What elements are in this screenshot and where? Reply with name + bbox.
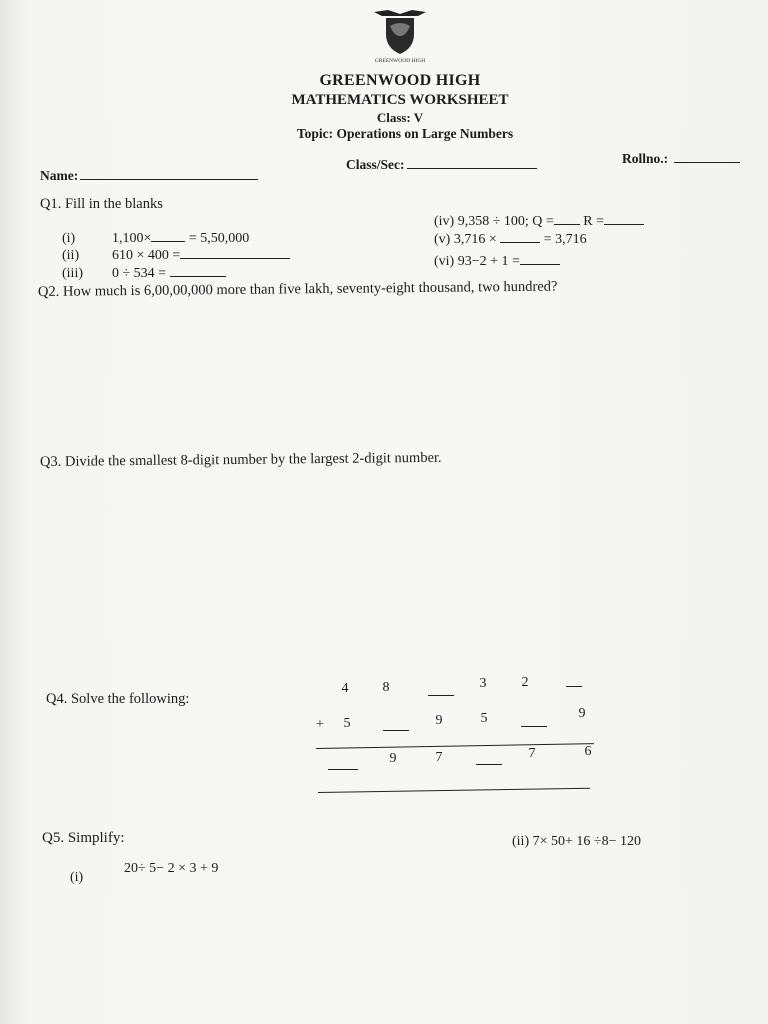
q1-iii-blank[interactable] xyxy=(170,275,226,277)
q4-row2-digit: 9 xyxy=(435,713,443,728)
roll-no-label: Rollno.: xyxy=(622,151,669,166)
topic-label: Topic: Operations on Large Numbers xyxy=(296,126,514,141)
q4-sum-line-bottom xyxy=(318,788,590,793)
q4-row2-digit: 5 xyxy=(343,716,351,731)
q4-row1-digit: 2 xyxy=(521,675,529,690)
q4-row2-digit: 5 xyxy=(480,711,488,726)
class-label: Class: V xyxy=(376,110,424,125)
roll-no-field[interactable] xyxy=(622,151,740,167)
q4-row3-digit: 7 xyxy=(528,746,536,761)
q4-row3-blank[interactable] xyxy=(328,769,358,770)
q1-item-v: (v) 3,716 × = 3,716 xyxy=(434,232,587,247)
class-sec-label: Class/Sec: xyxy=(346,157,405,172)
q4-row3-digit: 9 xyxy=(389,751,397,766)
q5-item-ii-expr: (ii) 7× 50+ 16 ÷8− 120 xyxy=(512,834,641,849)
q1-item-ii: (ii) 610 × 400 = xyxy=(62,248,290,264)
q4-row1-digit: 3 xyxy=(479,676,487,691)
q4-row3-digit: 6 xyxy=(584,744,592,759)
q4-row1-blank[interactable] xyxy=(428,695,454,696)
school-crest-icon xyxy=(368,6,432,64)
q1-iv-q-blank[interactable] xyxy=(554,223,580,225)
name-field[interactable] xyxy=(40,168,258,184)
q4-row2-blank[interactable] xyxy=(383,730,409,731)
q4-row1-blank[interactable] xyxy=(566,686,582,687)
crest-motto: GREENWOOD HIGH xyxy=(374,58,426,64)
name-blank[interactable] xyxy=(80,178,258,180)
q1-ii-blank[interactable] xyxy=(180,257,290,259)
q4-row2-blank[interactable] xyxy=(521,726,547,727)
q5-text: Q5. Simplify: xyxy=(42,830,125,846)
class-sec-field[interactable] xyxy=(346,157,537,173)
q4-row2-digit: 9 xyxy=(578,706,586,721)
q4-text: Q4. Solve the following: xyxy=(46,691,190,707)
q4-row1-digit: 8 xyxy=(382,680,390,695)
q1-i-blank[interactable] xyxy=(151,240,185,242)
q4-row1-digit: 4 xyxy=(341,681,349,696)
q1-item-iv: (iv) 9,358 ÷ 100; Q = R = xyxy=(434,214,644,230)
q4-plus-sign: + xyxy=(316,717,324,732)
q1-iv-r-blank[interactable] xyxy=(604,223,644,225)
worksheet-title: MATHEMATICS WORKSHEET xyxy=(291,92,509,108)
q1-title: Q1. Fill in the blanks xyxy=(40,196,163,212)
q1-item-i: (i) 1,100× = 5,50,000 xyxy=(62,231,250,246)
q5-item-i-expr: 20÷ 5− 2 × 3 + 9 xyxy=(124,861,219,876)
q2-text: Q2. How much is 6,00,00,000 more than five lakh, seventy-eight thousand, two hundred? xyxy=(37,278,558,300)
roll-no-blank[interactable] xyxy=(674,161,740,163)
class-sec-blank[interactable] xyxy=(407,167,537,169)
q5-item-i-num: (i) xyxy=(70,870,84,885)
q1-vi-blank[interactable] xyxy=(520,263,560,265)
q4-row3-digit: 7 xyxy=(435,750,443,765)
q1-item-vi: (vi) 93−2 + 1 = xyxy=(434,254,560,270)
school-name: GREENWOOD HIGH xyxy=(319,72,481,89)
name-label: Name: xyxy=(40,168,79,183)
q1-item-iii: (iii) 0 ÷ 534 = xyxy=(62,266,226,282)
q1-v-blank[interactable] xyxy=(500,241,540,243)
q3-text: Q3. Divide the smallest 8-digit number by the largest 2-digit number. xyxy=(39,449,442,470)
q4-sum-line-top xyxy=(316,743,594,749)
q4-row3-blank[interactable] xyxy=(476,764,502,765)
